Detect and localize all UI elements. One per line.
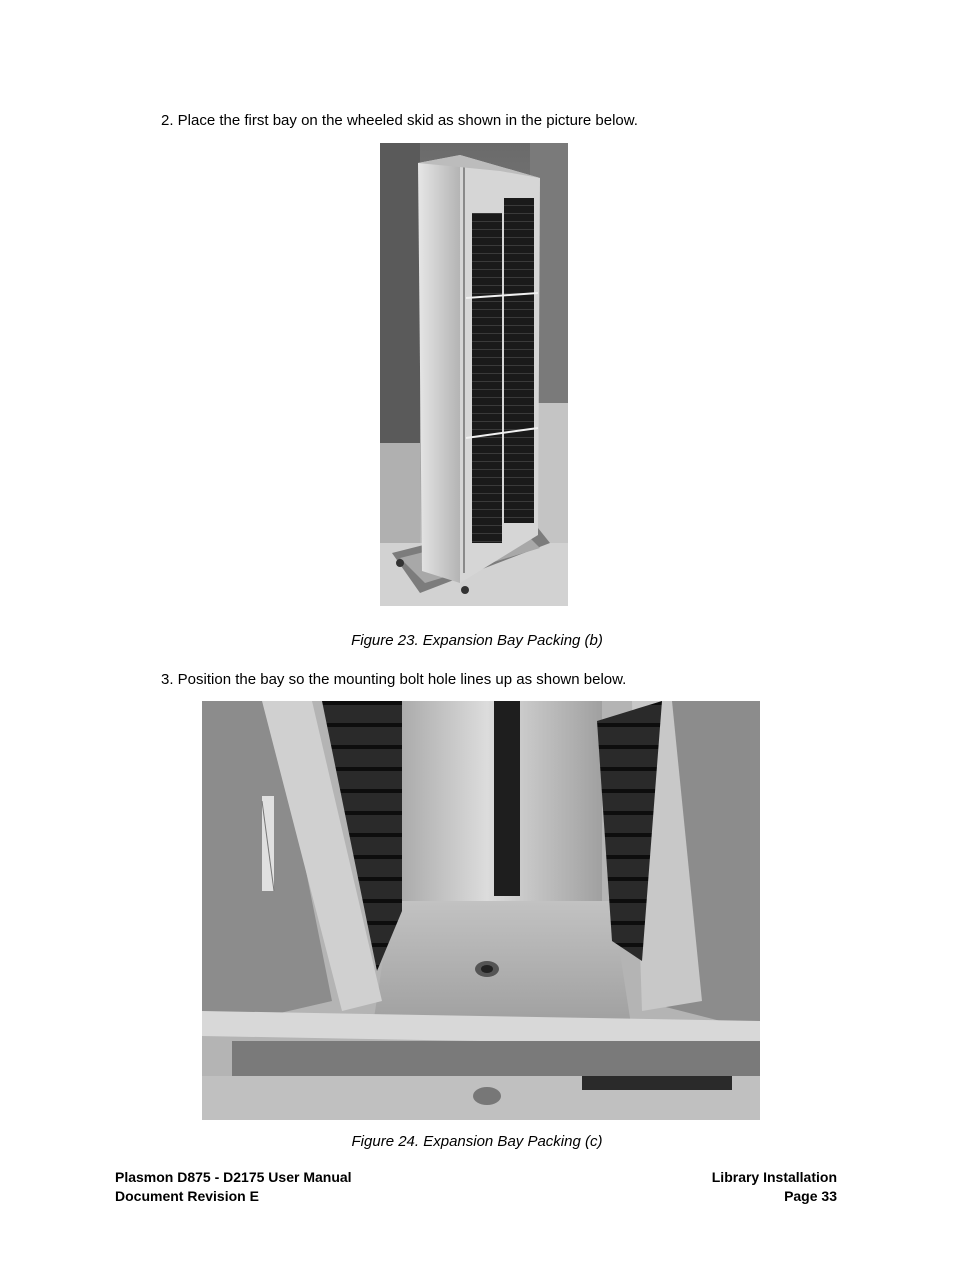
figure-23-photo: [380, 143, 568, 606]
step-3-text: 3. Position the bay so the mounting bolt hole lines up as shown below.: [161, 671, 627, 688]
footer-right: [712, 1168, 837, 1206]
figure-23-caption: Figure 23. Expansion Bay Packing (b): [351, 632, 603, 649]
document-revision: Document Revision E: [115, 1188, 259, 1204]
step-2-text: 2. Place the first bay on the wheeled skid as shown in the picture below.: [161, 112, 638, 129]
section-title: Library Installation: [711, 1169, 837, 1185]
footer-left: [115, 1168, 352, 1206]
figure-24-caption: Figure 24. Expansion Bay Packing (c): [351, 1133, 603, 1150]
page-number: Page 33: [784, 1188, 837, 1204]
figure-24-photo: [202, 701, 760, 1120]
manual-title: Plasmon D875 - D2175 User Manual: [115, 1169, 352, 1185]
